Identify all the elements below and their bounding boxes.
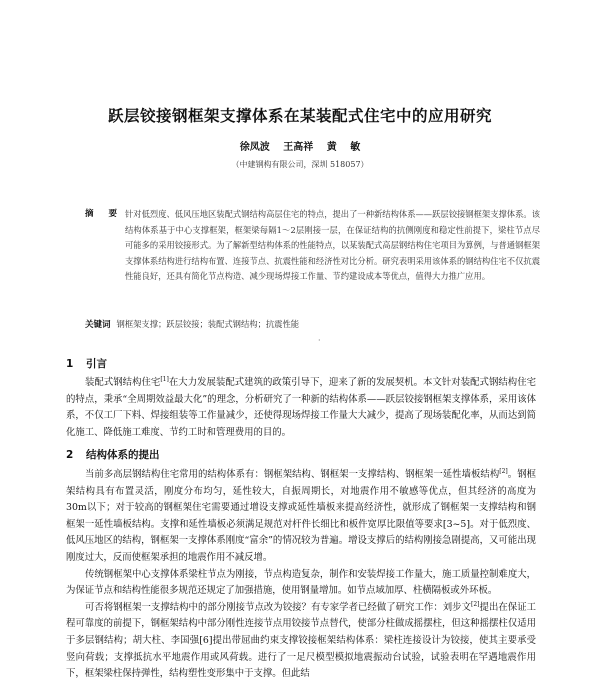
authors: 徐凤波 王高祥 黄 敏	[239, 142, 361, 153]
paper-title: 跃层铰接钢框架支撑体系在某装配式住宅中的应用研究	[107, 107, 492, 125]
stray-mark: ·	[318, 336, 321, 345]
section-heading-system	[66, 447, 160, 462]
abstract-block	[85, 207, 540, 285]
paragraph: 可否将钢框架一支撑结构中的部分刚接节点改为铰接？有专家学者已经做了研究工作：刘步文[2]提出在保证工程可靠度的前提下，钢框架结构中部分刚性连接节点用铰接节点替代，使部分柱做成摇摆柱，但这种摇摆柱仅适用于多层钢结构；胡大柱、李国强[6]提出带屈曲约束支撑铰接框架结构体系：梁柱连接设计为铰接，使其主要承受竖向荷载；支撑抵抗水平地震作用或风荷载。进行了一足尺模型模拟地震振动台试验，试验表明在罕遇地震作用下，框架梁柱保持弹性，结构塑性变形集中于支撑。但此结	[66, 600, 536, 680]
section-intro-body	[66, 375, 536, 441]
section-heading-intro	[66, 356, 107, 371]
section-title: 结构体系的提出	[86, 449, 160, 461]
citation: [1]	[160, 375, 169, 383]
section-system-body	[66, 467, 536, 683]
section-title: 引言	[86, 358, 107, 370]
paragraph: 当前多高层钢结构住宅常用的结构体系有：钢框架结构、钢框架一支撑结构、钢框架一延性墙板结构[2]。钢框架结构具有布置灵活，刚度分布均匀，延性较大，自振周期长，对地震作用不敏感等优点，但其经济的高度为30m以下；对于较高的钢框架住宅需要通过增设支撑或延性墙板来提高经济性，就形成了钢框架一支撑结构和钢框架一延性墙板结构。支撑和延性墙板必须满足规范对杆件长细比和板件宽厚比限值等要求[3~5]。对于低烈度、低风压地区的结构，钢框架一支撑体系刚度“富余”的情况较为普遍。增设支撑后的结构刚接急剧提高，又可能出现刚度过大，反而使框架承担的地震作用不减反增。	[66, 467, 536, 563]
keywords-block	[85, 318, 540, 330]
abstract-label: 摘 要	[85, 209, 123, 219]
affiliation: （中建钢构有限公司，深圳 518057）	[231, 160, 369, 169]
keywords-label: 关键词	[85, 320, 111, 330]
citation: [2]	[499, 467, 508, 475]
paragraph: 装配式钢结构住宅[1]在大力发展装配式建筑的政策引导下，迎来了新的发展契机。本文针对装配式钢结构住宅的特点，秉承“全周期效益最大化”的理念，分析研究了一种新的结构体系——跃层铰接钢框架支撑体系，采用该体系，不仅工厂下料、焊接组装等工作量减少，还使得现场焊接工作量大大减少，提高了现场装配化率，从而达到简化施工、降低施工难度、节约工时和管理费用的目的。	[66, 375, 536, 438]
abstract-text: 针对低烈度、低风压地区装配式钢结构高层住宅的特点，提出了一种新结构体系——跃层铰接钢框架支撑体系。该结构体系基于中心支撑框架，框架梁每隔1～2层刚接一层，在保证结构的抗侧刚度和稳定性前提下，梁柱节点尽可能多的采用铰接形式。为了解新型结构体系的性能特点，以某装配式高层钢结构住宅项目为算例，与普通钢框架支撑体系结构进行结构布置、连接节点、抗震性能和经济性对比分析。研究表明采用该体系的钢结构住宅不仅抗震性能良好，还具有简化节点构造、减少现场焊接工作量、节约建设成本等优点，值得大力推广应用。	[125, 209, 540, 281]
section-number: 2	[66, 449, 74, 461]
paragraph: 传统钢框架中心支撑体系梁柱节点为刚接，节点构造复杂，制作和安装焊接工作量大，施工质量控制难度大，为保证节点和结构性能很多规范还规定了加强措施，使用钢量增加。如节点域加厚、柱横隔板或外环板。	[66, 568, 536, 597]
keywords-text: 钢框架支撑；跃层铰接；装配式钢结构；抗震性能	[116, 319, 300, 329]
section-number: 1	[66, 358, 74, 370]
citation: [2]	[471, 600, 480, 608]
